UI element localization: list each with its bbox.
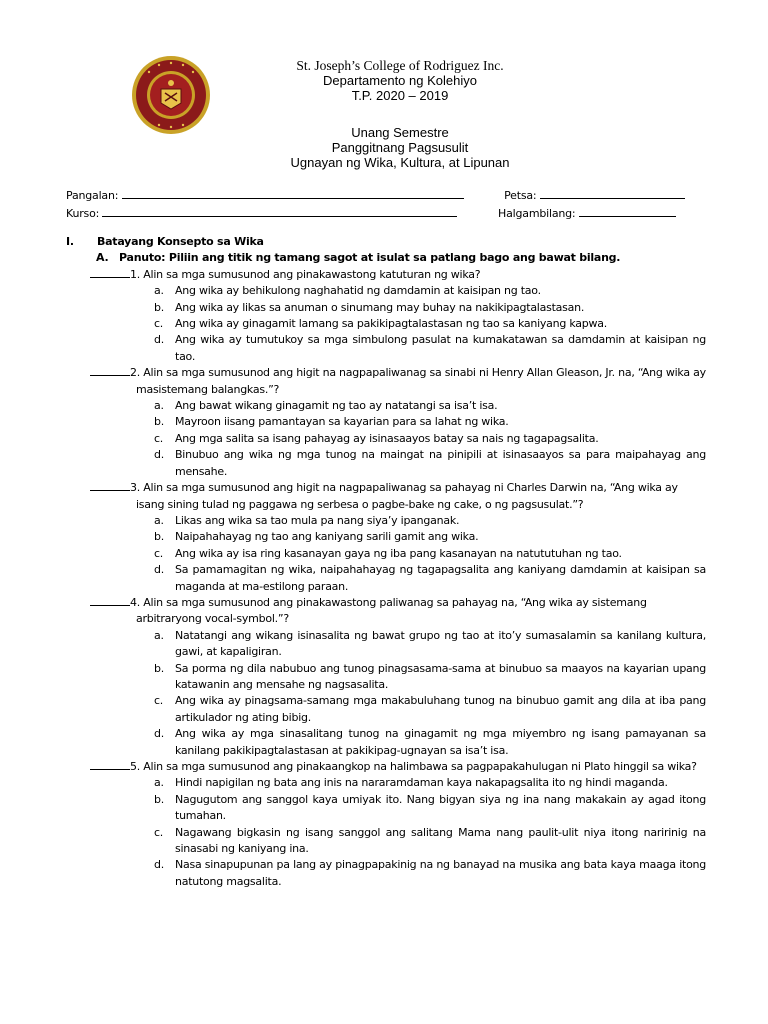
question-4 (66, 595, 706, 628)
school-seal-logo (131, 55, 211, 135)
answer-blank[interactable] (90, 267, 130, 278)
option-letter: d. (154, 563, 164, 577)
option-text: Ang wika ay likas sa anuman o sinumang may buhay na nakikipagtalastasan. (175, 300, 585, 314)
course-blank[interactable] (102, 205, 457, 217)
question-text: 4. Alin sa mga sumusunod ang pinakawastong paliwanag sa pahayag na, “Ang wika ay sistemang arbitraryong vocal-symbol.”? (130, 595, 647, 626)
answer-blank[interactable] (90, 480, 130, 491)
option-item (66, 726, 706, 759)
option-text: Ang mga salita sa isang pahayag ay isinasaayos batay sa nais ng tagapagsalita. (175, 431, 599, 445)
option-text: Mayroon iisang pamantayan sa kayarian para sa lahat ng wika. (175, 415, 509, 429)
option-letter: d. (154, 727, 164, 741)
option-letter: b. (154, 530, 164, 544)
question-text: 2. Alin sa mga sumusunod ang higit na nagpapaliwanag sa sinabi ni Henry Allan Gleason, Jr. na, “Ang wika ay masistemang balangkas.”? (130, 366, 706, 396)
subject-title: Ugnayan ng Wika, Kultura, at Lipunan (290, 155, 510, 170)
section-title: Batayang Konsepto sa Wika (97, 235, 264, 248)
option-item (66, 792, 706, 825)
option-text: Naipahahayag ng tao ang kaniyang sarili gamit ang wika. (175, 530, 479, 544)
exam-body (66, 234, 706, 890)
question-text: 1. Alin sa mga sumusunod ang pinakawastong katuturan ng wika? (130, 267, 481, 281)
option-text: Nasa sinapupunan pa lang ay pinagpapakinig na ng banayad na musika ang bata kaya maaga itong natutong magsalita. (175, 858, 706, 888)
exam-title: Panggitnang Pagsusulit (331, 140, 469, 155)
option-letter: d. (154, 448, 164, 462)
option-item (66, 398, 706, 414)
option-letter: c. (154, 825, 164, 839)
date-label: Petsa: (504, 189, 537, 202)
option-item (66, 562, 706, 595)
college-name: St. Joseph’s College of Rodriguez Inc. (296, 58, 504, 73)
semester: Unang Semestre (351, 125, 449, 140)
option-letter: a. (154, 776, 164, 790)
option-letter: c. (154, 431, 164, 445)
name-blank[interactable] (122, 187, 464, 199)
option-item (66, 546, 706, 562)
question-text: 5. Alin sa mga sumusunod ang pinakaangkop na halimbawa sa pagpapakahulugan ni Plato hinggil sa wika? (130, 760, 697, 773)
option-text: Ang wika ay mga sinasalitang tunog na ginagamit ng mga miyembro ng isang pamayanan sa kanilang pakikipagtalastasan at pakikipag-ugnayan sa isa’t isa. (175, 727, 706, 757)
question-5 (66, 759, 706, 775)
option-text: Nagugutom ang sanggol kaya umiyak ito. Nang bigyan siya ng ina nang makakain ay agad itong tumahan. (175, 792, 706, 823)
option-text: Ang wika ay behikulong naghahatid ng damdamin at kaisipan ng tao. (175, 284, 541, 298)
option-letter: b. (154, 661, 164, 675)
option-item (66, 825, 706, 858)
question-list (66, 267, 706, 890)
score-label: Halgambilang: (498, 207, 576, 220)
answer-blank[interactable] (90, 759, 130, 770)
question-1 (66, 267, 706, 283)
option-item (66, 300, 706, 316)
option-text: Ang wika ay pinagsama-samang mga makabuluhang tunog na binubuo gamit ang dila at iba pang artikulador ng ating bibig. (175, 694, 706, 724)
option-text: Ang bawat wikang ginagamit ng tao ay natatangi sa isa’t isa. (175, 399, 498, 413)
score-blank[interactable] (579, 205, 676, 217)
question-3 (66, 480, 706, 513)
option-letter: b. (154, 792, 164, 806)
option-item (66, 628, 706, 661)
option-letter: a. (154, 399, 164, 413)
option-text: Binubuo ang wika ng mga tunog na maingat na pinipili at isinasaayos sa para maipahayag ang mensahe. (175, 448, 706, 478)
option-item (66, 447, 706, 480)
course-row (66, 205, 676, 220)
school-year: T.P. 2020 – 2019 (351, 88, 449, 103)
option-letter: a. (154, 513, 164, 527)
option-text: Sa porma ng dila nabubuo ang tunog pinagsasama-sama at binubuo sa maayos na kayarian upang katawanin ang mensahe ng nagsasalita. (175, 661, 706, 691)
instruction (66, 250, 706, 266)
section-number: I. (66, 235, 74, 248)
option-letter: d. (154, 333, 164, 347)
option-text: Hindi napigilan ng bata ang inis na nararamdaman kaya nakapagsalita ito ng hindi maganda. (175, 776, 668, 790)
option-letter: c. (154, 694, 164, 708)
option-item (66, 693, 706, 726)
option-letter: c. (154, 317, 164, 331)
option-letter: b. (154, 300, 164, 314)
instruction-text: Panuto: Piliin ang titik ng tamang sagot at isulat sa patlang bago ang bawat bilang. (119, 251, 621, 265)
option-item (66, 513, 706, 529)
option-item (66, 775, 706, 791)
name-row (66, 187, 685, 202)
section-heading (66, 234, 706, 250)
option-letter: d. (154, 858, 164, 872)
option-letter: b. (154, 415, 164, 429)
option-item (66, 857, 706, 890)
option-item (66, 661, 706, 694)
option-letter: c. (154, 546, 164, 560)
option-text: Nagawang bigkasin ng isang sanggol ang salitang Mama nang paulit-ulit niya itong naririnig na sinasabi ng kaniyang ina. (175, 825, 706, 856)
answer-blank[interactable] (90, 365, 130, 376)
question-2 (66, 365, 706, 398)
option-text: Sa pamamagitan ng wika, naipahahayag ng tagapagsalita ang kaniyang damdamin at kaisipan sa maganda at ma-estilong paraan. (175, 563, 706, 593)
document-header (240, 58, 560, 170)
option-text: Ang wika ay ginagamit lamang sa pakikipagtalastasan ng tao sa kaniyang kapwa. (175, 317, 608, 331)
option-text: Ang wika ay isa ring kasanayan gaya ng iba pang kasanayan na natututuhan ng tao. (175, 546, 622, 560)
option-item (66, 316, 706, 332)
option-text: Likas ang wika sa tao mula pa nang siya’y ipanganak. (175, 513, 460, 527)
answer-blank[interactable] (90, 595, 130, 606)
instruction-letter: A. (96, 251, 109, 265)
option-item (66, 529, 706, 545)
date-blank[interactable] (540, 187, 685, 199)
option-text: Natatangi ang wikang isinasalita ng bawat grupo ng tao at ito’y sumasalamin sa kanilang kultura, gawi, at kapaligiran. (175, 628, 706, 659)
name-label: Pangalan: (66, 189, 119, 202)
option-item (66, 283, 706, 299)
option-letter: a. (154, 284, 164, 298)
course-label: Kurso: (66, 207, 100, 220)
option-item (66, 414, 706, 430)
option-text: Ang wika ay tumutukoy sa mga simbulong pasulat na kumakatawan sa damdamin at kaisipan ng tao. (175, 333, 706, 363)
option-letter: a. (154, 628, 164, 642)
option-item (66, 431, 706, 447)
question-text: 3. Alin sa mga sumusunod ang higit na nagpapaliwanag sa pahayag ni Charles Darwin na, “Ang wika ay isang sining tulad ng paggawa ng serbesa o pagbe-bake ng cake, o ng pagsusulat.”? (130, 481, 678, 511)
option-item (66, 332, 706, 365)
department: Departamento ng Kolehiyo (323, 73, 477, 88)
